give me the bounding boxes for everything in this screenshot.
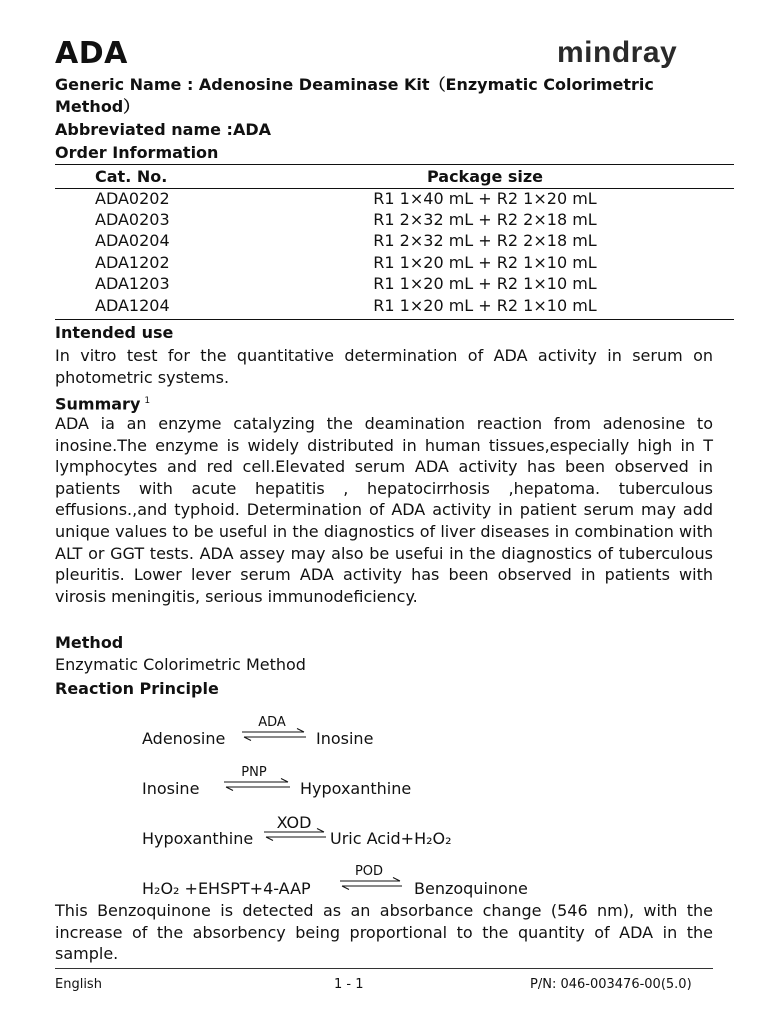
method-heading: Method [55,633,124,652]
mindray-logo: mindray [557,36,678,69]
reaction-substrate: Hypoxanthine [142,829,254,848]
summary-heading [55,390,150,415]
equilibrium-arrow-icon [262,828,328,842]
footer-rule [55,968,713,969]
footer-part-number: P/N: 046-003476-00(5.0) [530,977,692,992]
reaction-enzyme: ADA [258,715,286,730]
reaction-substrate: H₂O₂ +EHSPT+4-AAP [142,879,311,898]
intended-use-text: In vitro test for the quantitative determination of ADA activity in serum on photometric systems. [55,346,713,387]
table-cell-cat: ADA0202 [95,189,170,208]
reaction-principle-heading: Reaction Principle [55,679,219,698]
table-cell-cat: ADA1204 [95,296,170,315]
reaction-enzyme: XOD [276,813,312,832]
equilibrium-arrow-icon [338,877,404,891]
table-bottom-rule [55,319,734,320]
table-cell-size: R1 1×20 mL + R2 1×10 mL [373,253,597,272]
reaction-substrate: Adenosine [142,729,226,748]
table-cell-cat: ADA0204 [95,231,170,250]
reaction-substrate: Inosine [142,779,200,798]
table-cell-size: R1 1×20 mL + R2 1×10 mL [373,274,597,293]
reaction-product: Hypoxanthine [300,779,412,798]
order-information-heading: Order Information [55,143,219,162]
equilibrium-arrow-icon [240,728,308,742]
reaction-enzyme: PNP [241,765,267,780]
reaction-enzyme: POD [354,864,384,879]
reaction-conclusion-text: This Benzoquinone is detected as an absorbance change (546 nm), with the increase of the absorbency being proportional to the quantity of ADA in the sample. [55,901,713,964]
table-cell-cat: ADA1203 [95,274,170,293]
method-text: Enzymatic Colorimetric Method [55,655,306,674]
footer-page-number: 1 - 1 [334,977,364,992]
table-cell-cat: ADA1202 [95,253,170,272]
equilibrium-arrow-icon [222,778,292,792]
abbreviated-name: Abbreviated name :ADA [55,120,271,139]
summary-reference: 1 [144,396,151,406]
summary-heading-text: Summary [55,394,141,414]
summary-text: ADA ia an enzyme catalyzing the deamination reaction from adenosine to inosine.The enzyme is widely distributed in human tissues,especially high in T lymphocytes and red cell.Elevated serum ADA activity has been observed in patients with acute hepatitis , hepatocirrhosis ,hepatoma. tuberculous effusions.,and typhoid. Determination of ADA activity in patient serum may add unique values to be useful in the diagnostics of liver diseases in combination with ALT or GGT tests. ADA assey may also be usefui in the diagnostics of tuberculous pleuritis. Lower lever serum ADA activity has been observed in patients with virosis meningitis, serious immunodeficiency. [55,414,713,606]
reaction-product: Uric Acid+H₂O₂ [330,829,452,848]
reaction-product: Inosine [316,729,374,748]
table-cell-size: R1 2×32 mL + R2 2×18 mL [373,231,597,250]
column-header-package-size: Package size [426,167,544,186]
footer-language: English [55,977,102,992]
reaction-product: Benzoquinone [414,879,528,898]
column-header-cat-no: Cat. No. [95,167,168,186]
table-cell-size: R1 1×40 mL + R2 1×20 mL [373,189,597,208]
table-cell-size: R1 1×20 mL + R2 1×10 mL [373,296,597,315]
table-cell-cat: ADA0203 [95,210,170,229]
table-top-rule [55,164,734,165]
intended-use-heading: Intended use [55,323,174,342]
table-cell-size: R1 2×32 mL + R2 2×18 mL [373,210,597,229]
document-title: ADA [55,36,128,71]
generic-name: Generic Name : Adenosine Deaminase Kit（Enzymatic Colorimetric Method） [55,75,654,116]
